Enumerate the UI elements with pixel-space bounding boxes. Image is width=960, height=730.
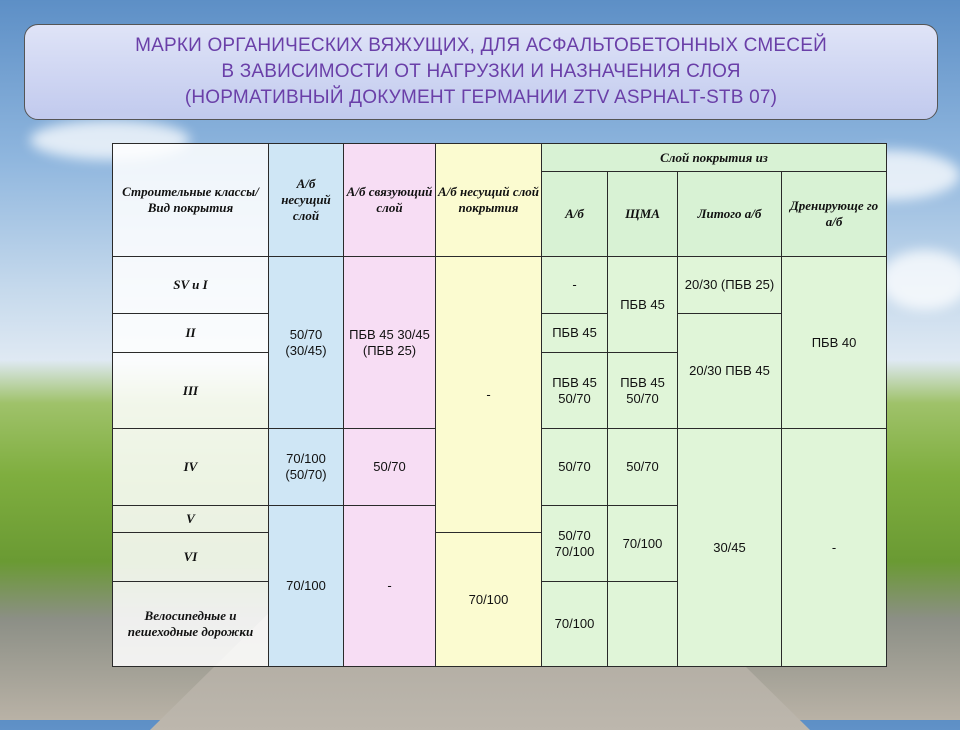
cell-binder-sv-iii: ПБВ 45 30/45 (ПБВ 25): [344, 257, 436, 429]
cell-ab-paths: 70/100: [542, 582, 608, 667]
cell-porous-iv-paths: -: [782, 429, 887, 667]
cell-ab-ii: ПБВ 45: [542, 314, 608, 353]
cell-mastic-sv-i: 20/30 (ПБВ 25): [678, 257, 782, 314]
binder-grades-table: [112, 143, 887, 667]
cell-sma-iv: 50/70: [608, 429, 678, 506]
header-asphalt-concrete: А/б: [542, 172, 608, 257]
title-line-2: В ЗАВИСИМОСТИ ОТ НАГРУЗКИ И НАЗНАЧЕНИЯ СЛОЯ: [221, 61, 741, 82]
cell-binder-v-paths: -: [344, 506, 436, 667]
cell-sma-iii: ПБВ 45 50/70: [608, 353, 678, 429]
title-line-1: МАРКИ ОРГАНИЧЕСКИХ ВЯЖУЩИХ, ДЛЯ АСФАЛЬТОБЕТОННЫХ СМЕСЕЙ: [135, 35, 827, 56]
cell-ab-iv: 50/70: [542, 429, 608, 506]
row-label-v: V: [113, 506, 269, 533]
cell-ab-v-vi: 50/70 70/100: [542, 506, 608, 582]
cell-base-iv: 70/100 (50/70): [269, 429, 344, 506]
header-base-wearing-layer: А/б несущий слой покрытия: [436, 144, 542, 257]
header-base-layer: А/б несущий слой: [269, 144, 344, 257]
row-label-iv: IV: [113, 429, 269, 506]
cell-base-v-paths: 70/100: [269, 506, 344, 667]
header-classes: Строительные классы/Вид покрытия: [113, 144, 269, 257]
header-porous-asphalt: Дренирующе го а/б: [782, 172, 887, 257]
header-binder-layer: А/б связующий слой: [344, 144, 436, 257]
row-label-paths: Велосипедные и пешеходные дорожки: [113, 582, 269, 667]
cell-ab-sv-i: -: [542, 257, 608, 314]
cell-binder-iv: 50/70: [344, 429, 436, 506]
row-label-iii: III: [113, 353, 269, 429]
title-banner: [24, 24, 938, 120]
row-label-sv-i: SV и I: [113, 257, 269, 314]
cell-mastic-iv-paths: 30/45: [678, 429, 782, 667]
cell-base-wearing-sv-v: -: [436, 257, 542, 533]
header-sma: ЩМА: [608, 172, 678, 257]
cloud: [880, 250, 960, 310]
row-label-vi: VI: [113, 533, 269, 582]
row-label-ii: II: [113, 314, 269, 353]
cell-mastic-ii-iii: 20/30 ПБВ 45: [678, 314, 782, 429]
cell-base-sv-iii: 50/70 (30/45): [269, 257, 344, 429]
cell-sma-paths: [608, 582, 678, 667]
cell-porous-sv-iii: ПБВ 40: [782, 257, 887, 429]
header-mastic-asphalt: Литого а/б: [678, 172, 782, 257]
cell-sma-v-vi: 70/100: [608, 506, 678, 582]
cell-ab-iii: ПБВ 45 50/70: [542, 353, 608, 429]
cell-base-wearing-vi-paths: 70/100: [436, 533, 542, 667]
header-wearing-course-group: Слой покрытия из: [542, 144, 887, 172]
title-line-3: (НОРМАТИВНЫЙ ДОКУМЕНТ ГЕРМАНИИ ZTV ASPHALT-STB 07): [184, 87, 778, 108]
cell-sma-sv-ii: ПБВ 45: [608, 257, 678, 353]
